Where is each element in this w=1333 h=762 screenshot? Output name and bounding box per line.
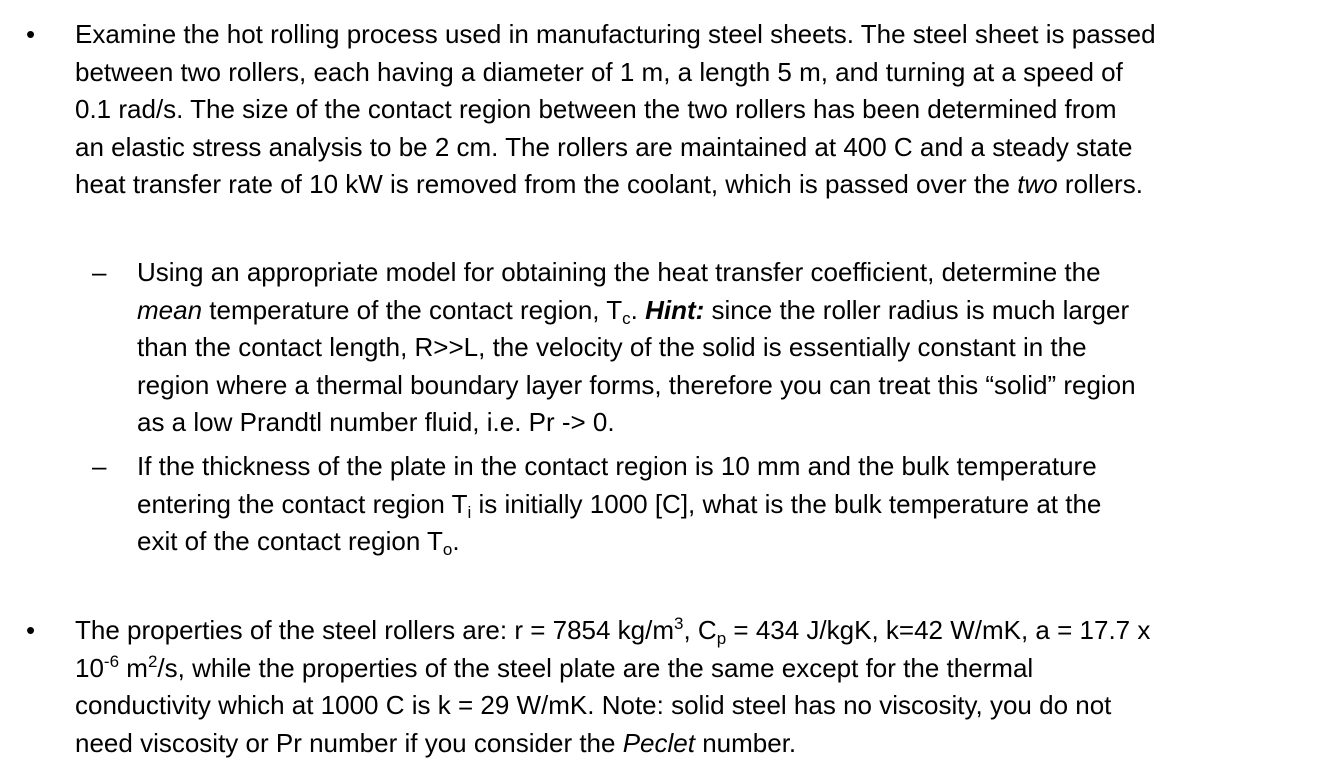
- text-line: between two rollers, each having a diameter of 1 m, a length 5 m, and turning at a speed of: [75, 54, 1156, 92]
- bullet-marker: •: [26, 16, 35, 54]
- paragraph-mean-temperature: [137, 254, 1136, 442]
- text-line: as a low Prandtl number fluid, i.e. Pr -> 0.: [137, 404, 1136, 442]
- paragraph-bulk-temperature: [137, 448, 1101, 561]
- paragraph-steel-properties: [75, 612, 1150, 762]
- text-line: an elastic stress analysis to be 2 cm. The rollers are maintained at 400 C and a steady state: [75, 129, 1156, 167]
- text-line: Examine the hot rolling process used in manufacturing steel sheets. The steel sheet is passed: [75, 16, 1156, 54]
- text-line: Using an appropriate model for obtaining the heat transfer coefficient, determine the: [137, 254, 1136, 292]
- emphasis-two: two: [1017, 169, 1057, 199]
- emphasis-peclet: Peclet: [623, 728, 695, 758]
- paragraph-hot-rolling: [75, 16, 1156, 204]
- text-line: need viscosity or Pr number if you consider the Peclet number.: [75, 725, 1150, 762]
- text-line: If the thickness of the plate in the contact region is 10 mm and the bulk temperature: [137, 448, 1101, 486]
- text-line: heat transfer rate of 10 kW is removed from the coolant, which is passed over the two rollers.: [75, 166, 1156, 204]
- text-line: exit of the contact region $T_o$.: [137, 523, 1101, 561]
- emphasis-mean: mean: [137, 295, 202, 325]
- text-line: entering the contact region $T_i$ is initially 1000 [C], what is the bulk temperature at the: [137, 486, 1101, 524]
- text-line: 0.1 rad/s. The size of the contact region between the two rollers has been determined from: [75, 91, 1156, 129]
- text-line: mean temperature of the contact region, $T_c$. Hint: since the roller radius is much larger: [137, 292, 1136, 330]
- text-line: than the contact length, R>>L, the velocity of the solid is essentially constant in the: [137, 329, 1136, 367]
- dash-marker: –: [92, 448, 106, 486]
- dash-marker: –: [92, 254, 106, 292]
- text-line: conductivity which at 1000 C is k = 29 W/mK. Note: solid steel has no viscosity, you do not: [75, 687, 1150, 725]
- hint-label: Hint:: [645, 295, 704, 325]
- bullet-marker: •: [26, 612, 35, 650]
- text-line: region where a thermal boundary layer forms, therefore you can treat this “solid” region: [137, 367, 1136, 405]
- text-line: $10^{-6}$ $m^2/s$, while the properties of the steel plate are the same except for the thermal: [75, 650, 1150, 688]
- text-line: The properties of the steel rollers are: r = 7854 $kg/m^3$, $C_p = 434$ J/kgK, k=42 W/mK, a = 17.7 x: [75, 612, 1150, 650]
